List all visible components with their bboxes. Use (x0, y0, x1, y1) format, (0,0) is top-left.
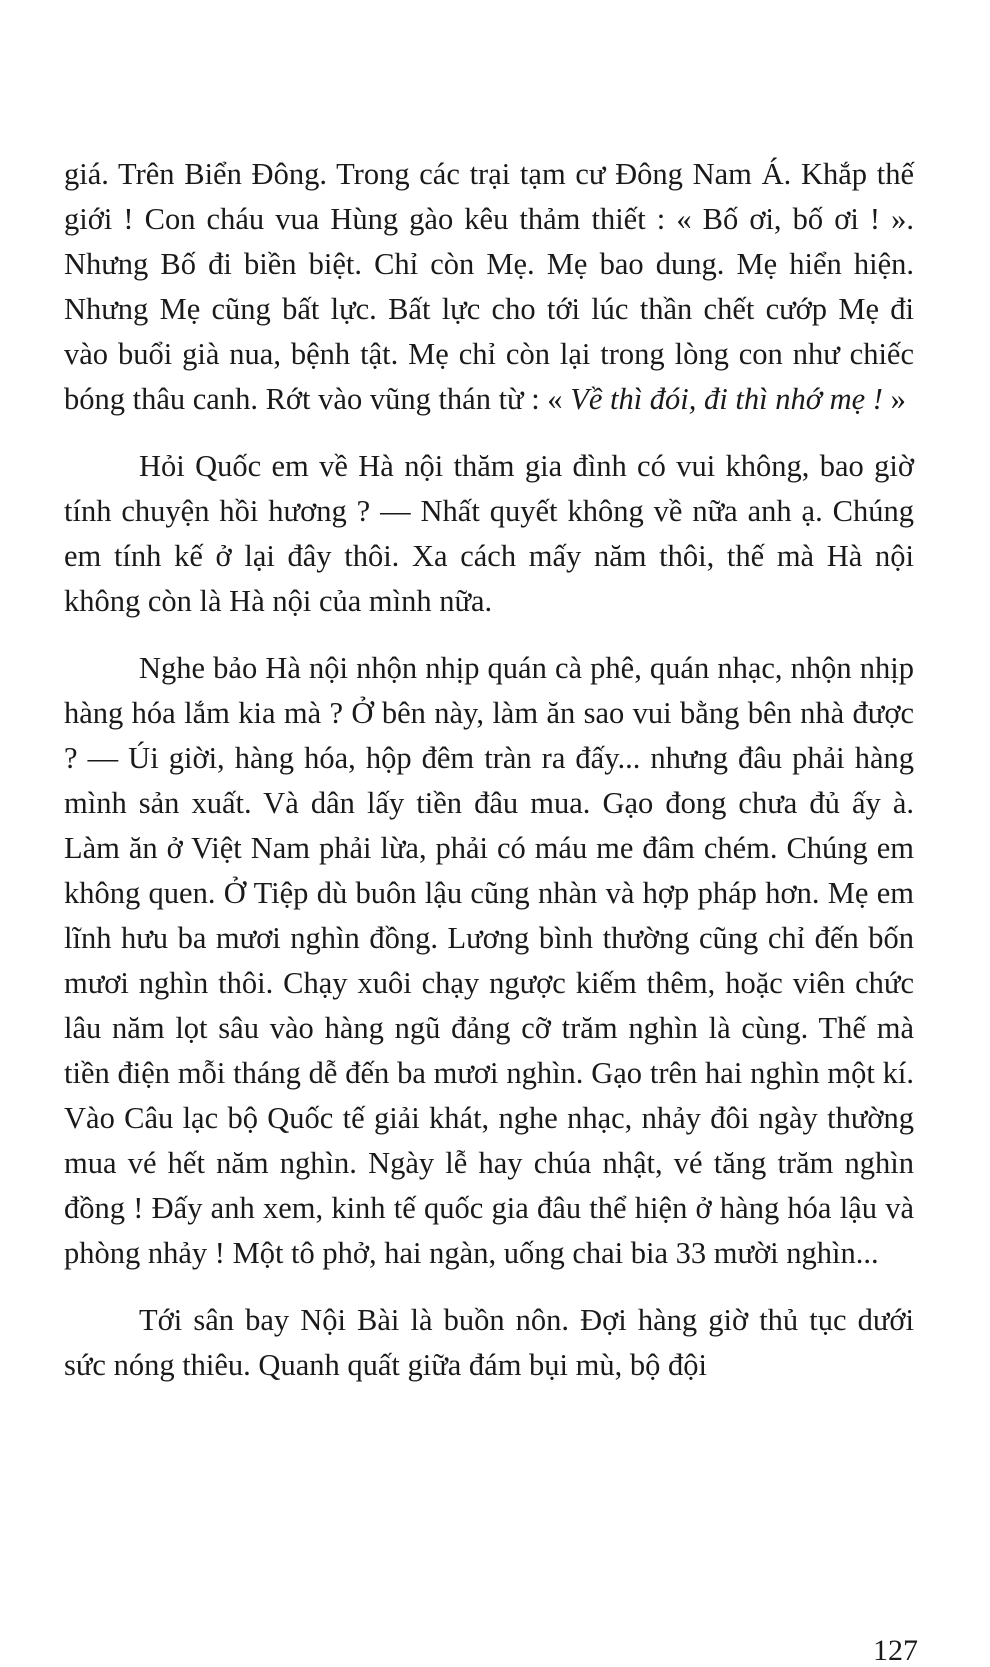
page-body-text (64, 152, 914, 1388)
paragraph-1 (64, 152, 914, 422)
paragraph-4: Tới sân bay Nội Bài là buồn nôn. Đợi hàng giờ thủ tục dưới sức nóng thiêu. Quanh quất giữa đám bụi mù, bộ đội (64, 1303, 914, 1382)
paragraph-1-italic-quote: Về thì đói, đi thì nhớ mẹ ! (570, 382, 883, 416)
page-number: 127 (873, 1634, 918, 1667)
paragraph-3: Nghe bảo Hà nội nhộn nhịp quán cà phê, quán nhạc, nhộn nhịp hàng hóa lắm kia mà ? Ở bên này, làm ăn sao vui bằng bên nhà được ? — Úi giời, hàng hóa, hộp đêm tràn ra đấy... nhưng đâu phải hàng mình sản xuất. Và dân lấy tiền đâu mua. Gạo đong chưa đủ ấy à. Làm ăn ở Việt Nam phải lừa, phải có máu me đâm chém. Chúng em không quen. Ở Tiệp dù buôn lậu cũng nhàn và hợp pháp hơn. Mẹ em lĩnh hưu ba mươi nghìn đồng. Lương bình thường cũng chỉ đến bốn mươi nghìn thôi. Chạy xuôi chạy ngược kiếm thêm, hoặc viên chức lâu năm lọt sâu vào hàng ngũ đảng cỡ trăm nghìn là cùng. Thế mà tiền điện mỗi tháng dễ đến ba mươi nghìn. Gạo trên hai nghìn một kí. Vào Câu lạc bộ Quốc tế giải khát, nghe nhạc, nhảy đôi ngày thường mua vé hết năm nghìn. Ngày lễ hay chúa nhật, vé tăng trăm nghìn đồng ! Đấy anh xem, kinh tế quốc gia đâu thể hiện ở hàng hóa lậu và phòng nhảy ! Một tô phở, hai ngàn, uống chai bia 33 mười nghìn... (64, 651, 914, 1270)
paragraph-1-text-end: » (882, 382, 906, 416)
paragraph-1-text: giá. Trên Biển Đông. Trong các trại tạm cư Đông Nam Á. Khắp thế giới ! Con cháu vua Hùng gào kêu thảm thiết : « Bố ơi, bố ơi ! ». Nhưng Bố đi biền biệt. Chỉ còn Mẹ. Mẹ bao dung. Mẹ hiển hiện. Nhưng Mẹ cũng bất lực. Bất lực cho tới lúc thần chết cướp Mẹ đi vào buổi già nua, bệnh tật. Mẹ chỉ còn lại trong lòng con như chiếc bóng thâu canh. Rớt vào vũng thán từ : « (64, 157, 914, 416)
paragraph-2: Hỏi Quốc em về Hà nội thăm gia đình có vui không, bao giờ tính chuyện hồi hương ? — Nhất quyết không về nữa anh ạ. Chúng em tính kế ở lại đây thôi. Xa cách mấy năm thôi, thế mà Hà nội không còn là Hà nội của mình nữa. (64, 449, 914, 618)
